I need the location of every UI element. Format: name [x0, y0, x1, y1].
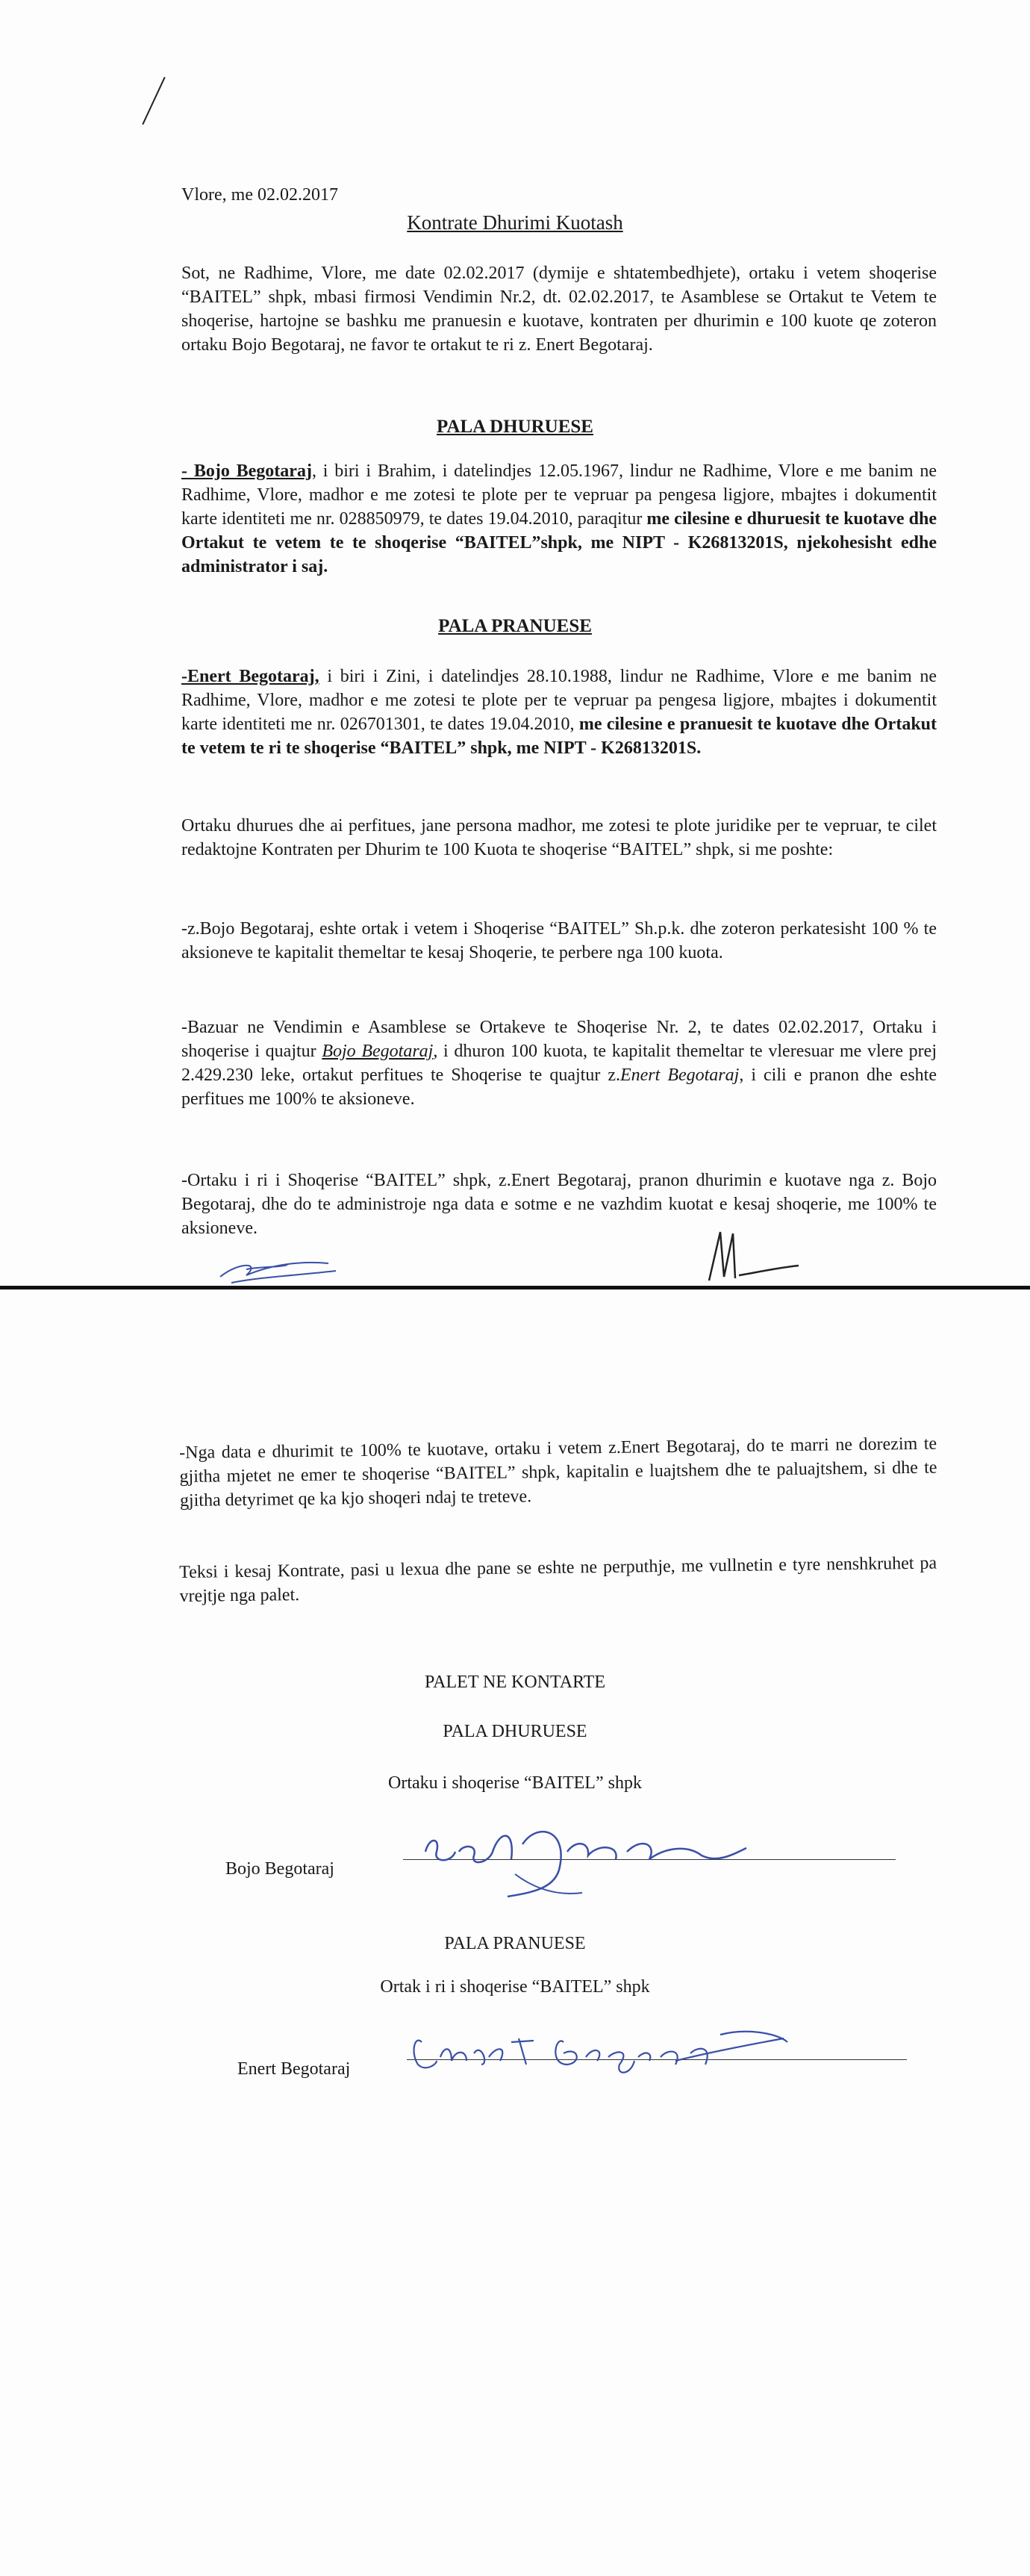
acceptance-paragraph: -Ortaku i ri i Shoqerise “BAITEL” shpk, z.Enert Begotaraj, pranon dhurimin e kuotave nga z. Bojo Begotaraj, dhe do te administroje nga data e sotme e ne vazhdim kuotat e kesaj shoqerie, me 100% te aksioneve.: [181, 1171, 937, 1238]
basis-text-b: , i dhuron 100 kuota, te kapitalit themeltar te vleresuar me vlere prej 2.429.230 leke, ortakut perfitues te Shoqerise te quajtur z.: [181, 1042, 937, 1085]
owner-paragraph: -z.Bojo Begotaraj, eshte ortak i vetem i Shoqerise “BAITEL” Sh.p.k. dhe zoteron perkatesisht 100 % te aksioneve te kapitalit themeltar te kesaj Shoqerie, te perbere nga 100 kuota.: [181, 919, 937, 962]
receiver-heading: PALA PRANUESE: [444, 1934, 586, 1953]
receiver-initials-signature: [694, 1225, 806, 1288]
heading-receiver: PALA PRANUESE: [438, 616, 592, 636]
contract-page-2: [0, 1292, 1030, 2576]
donor-name: - Bojo Begotaraj: [181, 461, 312, 481]
contract-title: Kontrate Dhurimi Kuotash: [407, 211, 623, 234]
parties-paragraph: Ortaku dhurues dhe ai perfitues, jane persona madhor, me zotesi te plote juridike per te vepruar, te cilet redaktojne Kontraten per Dhurim te 100 Kuota te shoqerise “BAITEL” shpk, si me poshte:: [181, 816, 937, 859]
receiver-role: Ortak i ri i shoqerise “BAITEL” shpk: [380, 1977, 650, 1997]
donor-role: Ortaku i shoqerise “BAITEL” shpk: [388, 1773, 642, 1793]
obligations-paragraph: -Nga data e dhurimit te 100% te kuotave, ortaku i vetem z.Enert Begotaraj, do te marri ne dorezim te gjitha mjetet ne emer te shoqerise “BAITEL” shpk, kapitalin e luajtshem dhe te paluajtshem, si dhe te gjitha detyrimet qe ka kjo shoqeri ndaj te treteve.: [179, 1434, 937, 1511]
intro-paragraph: Sot, ne Radhime, Vlore, me date 02.02.2017 (dymije e shtatembedhjete), ortaku i vetem shoqerise “BAITEL” shpk, mbasi firmosi Vendimin Nr.2, dt. 02.02.2017, te Asamblese se Ortakut te Vetem te shoqerise, hartojne se bashku me pranuesin e kuotave, kontraten per dhurimin e 100 kuote qe zoteron ortaku Bojo Begotaraj, ne favor te ortakut te ri z. Enert Begotaraj.: [181, 264, 937, 355]
receiver-details: i biri i Zini, i datelindjes 28.10.1988, lindur ne Radhime, Vlore e me banim ne Radhime, Vlore, madhor e me zotesi te plote per te vepruar pa pengesa ligjore, mbajtes i dokumentit karte identiteti me nr. 026701301, te dates 19.04.2010,: [181, 667, 937, 734]
donor-details: , i biri i Brahim, i datelindjes 12.05.1967, lindur ne Radhime, Vlore e me banim ne Radhime, Vlore, madhor e me zotesi te plote per te vepruar pa pengesa ligjore, mbajtes i dokumentit karte identiteti me nr. 028850979, te dates 19.04.2010, paraqitur: [181, 461, 937, 529]
receiver-signature: [407, 2020, 795, 2079]
basis-text-a: -Bazuar ne Vendimin e Asamblese se Ortakeve te Shoqerise Nr. 2, te dates 02.02.2017, Ortaku i shoqerise i quajtur: [181, 1018, 937, 1061]
donor-initials-signature: [216, 1254, 343, 1288]
receiver-role: me cilesine e pranuesit te kuotave dhe Ortakut te vetem te ri te shoqerise “BAITEL” shpk, me NIPT - K26813201S.: [181, 715, 937, 758]
donor-paragraph: [181, 459, 937, 579]
donor-heading: PALA DHURUESE: [443, 1722, 587, 1741]
basis-paragraph: [181, 1015, 937, 1111]
receiver-paragraph: [181, 665, 937, 760]
heading-donor: PALA DHURUESE: [437, 417, 593, 437]
contract-page-1: [0, 0, 1030, 1287]
receiver-sign-name: Enert Begotaraj: [237, 2059, 351, 2079]
basis-receiver-name: Enert Begotaraj: [619, 1065, 740, 1085]
parties-title: PALET NE KONTARTE: [425, 1673, 605, 1692]
basis-donor-name: Bojo Begotaraj: [322, 1042, 434, 1061]
pen-mark: [142, 77, 165, 125]
donor-signature: [418, 1822, 776, 1911]
receiver-name: -Enert Begotaraj,: [181, 667, 319, 686]
donor-role: me cilesine e dhuruesit te kuotave dhe Ortakut te vetem te te shoqerise “BAITEL”shpk, me NIPT - K26813201S, njekohesisht edhe administrator i saj.: [181, 509, 937, 576]
page-separator: [0, 1286, 1030, 1289]
date-line: Vlore, me 02.02.2017: [181, 185, 338, 205]
donor-sign-name: Bojo Begotaraj: [225, 1859, 334, 1879]
reading-paragraph: Teksi i kesaj Kontrate, pasi u lexua dhe pane se eshte ne perputhje, me vullnetin e tyre nenshkruhet pa vrejtje nga palet.: [179, 1553, 937, 1606]
basis-text-c: , i cili e pranon dhe eshte perfitues me 100% te aksioneve.: [181, 1065, 937, 1109]
